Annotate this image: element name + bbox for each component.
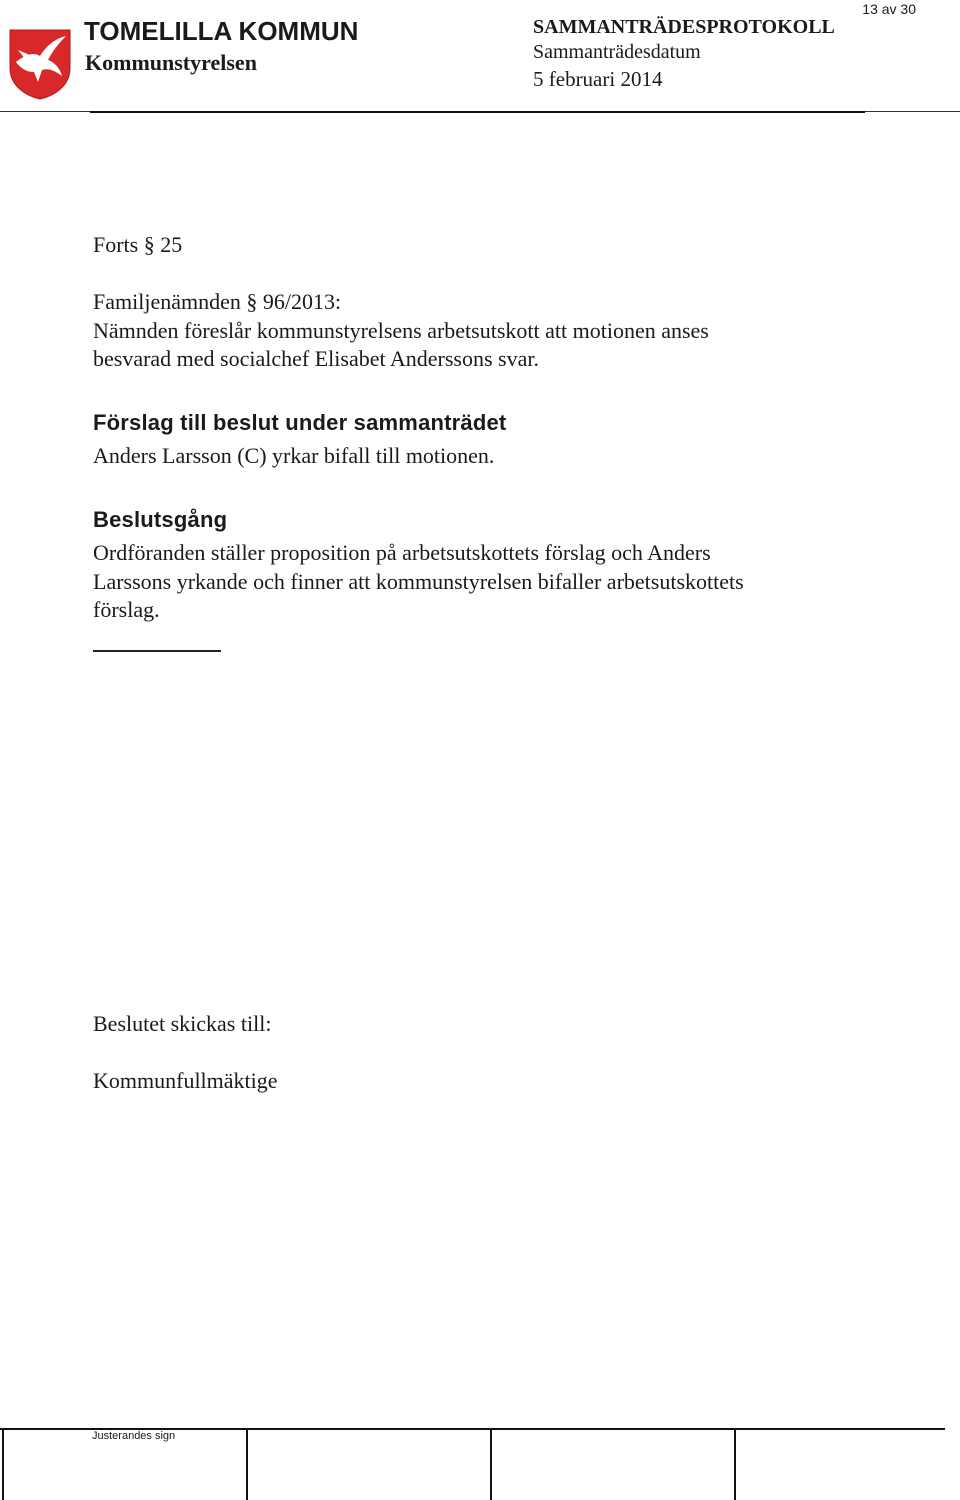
proposal-heading: Förslag till beslut under sammanträdet [93,410,507,435]
sent-to-label: Beslutet skickas till: [93,1011,272,1036]
signature-cell-divider [734,1428,736,1500]
familjenamnden-paragraph [93,288,853,374]
familj-line: Nämnden föreslår kommunstyrelsens arbetsutskott att motionen anses [93,317,709,343]
decision-process-heading: Beslutsgång [93,507,228,532]
sent-to-recipient: Kommunfullmäktige [93,1068,278,1093]
signature-cell-divider [2,1428,4,1500]
decision-line: Larssons yrkande och finner att kommunstyrelsen bifaller arbetsutskottets [93,568,744,594]
signature-label: Justerandes sign [92,1430,176,1442]
header-divider-thick [90,111,865,113]
section-continuation: Forts § 25 [93,232,183,257]
coat-of-arms-logo [8,28,72,100]
decision-process-paragraph [93,539,853,625]
meeting-date-value: 5 februari 2014 [533,67,663,91]
familj-line: Familjenämnden § 96/2013: [93,289,342,314]
familj-line: besvarad med socialchef Elisabet Anderssons svar. [93,346,539,371]
decision-line: Ordföranden ställer proposition på arbetsutskottets förslag och Anders [93,540,711,565]
department-name: Kommunstyrelsen [85,50,257,75]
bird-shield-icon [8,28,72,100]
organization-name: TOMELILLA KOMMUN [84,16,359,46]
document-type: SAMMANTRÄDESPROTOKOLL [533,16,835,38]
proposal-text: Anders Larsson (C) yrkar bifall till motionen. [93,443,495,468]
signature-cell-divider [490,1428,492,1500]
decision-line: förslag. [93,597,160,622]
signature-cell-divider [246,1428,248,1500]
page-number: 13 av 30 [862,1,916,17]
section-end-rule [93,650,221,652]
meeting-date-label: Sammanträdesdatum [533,41,701,63]
